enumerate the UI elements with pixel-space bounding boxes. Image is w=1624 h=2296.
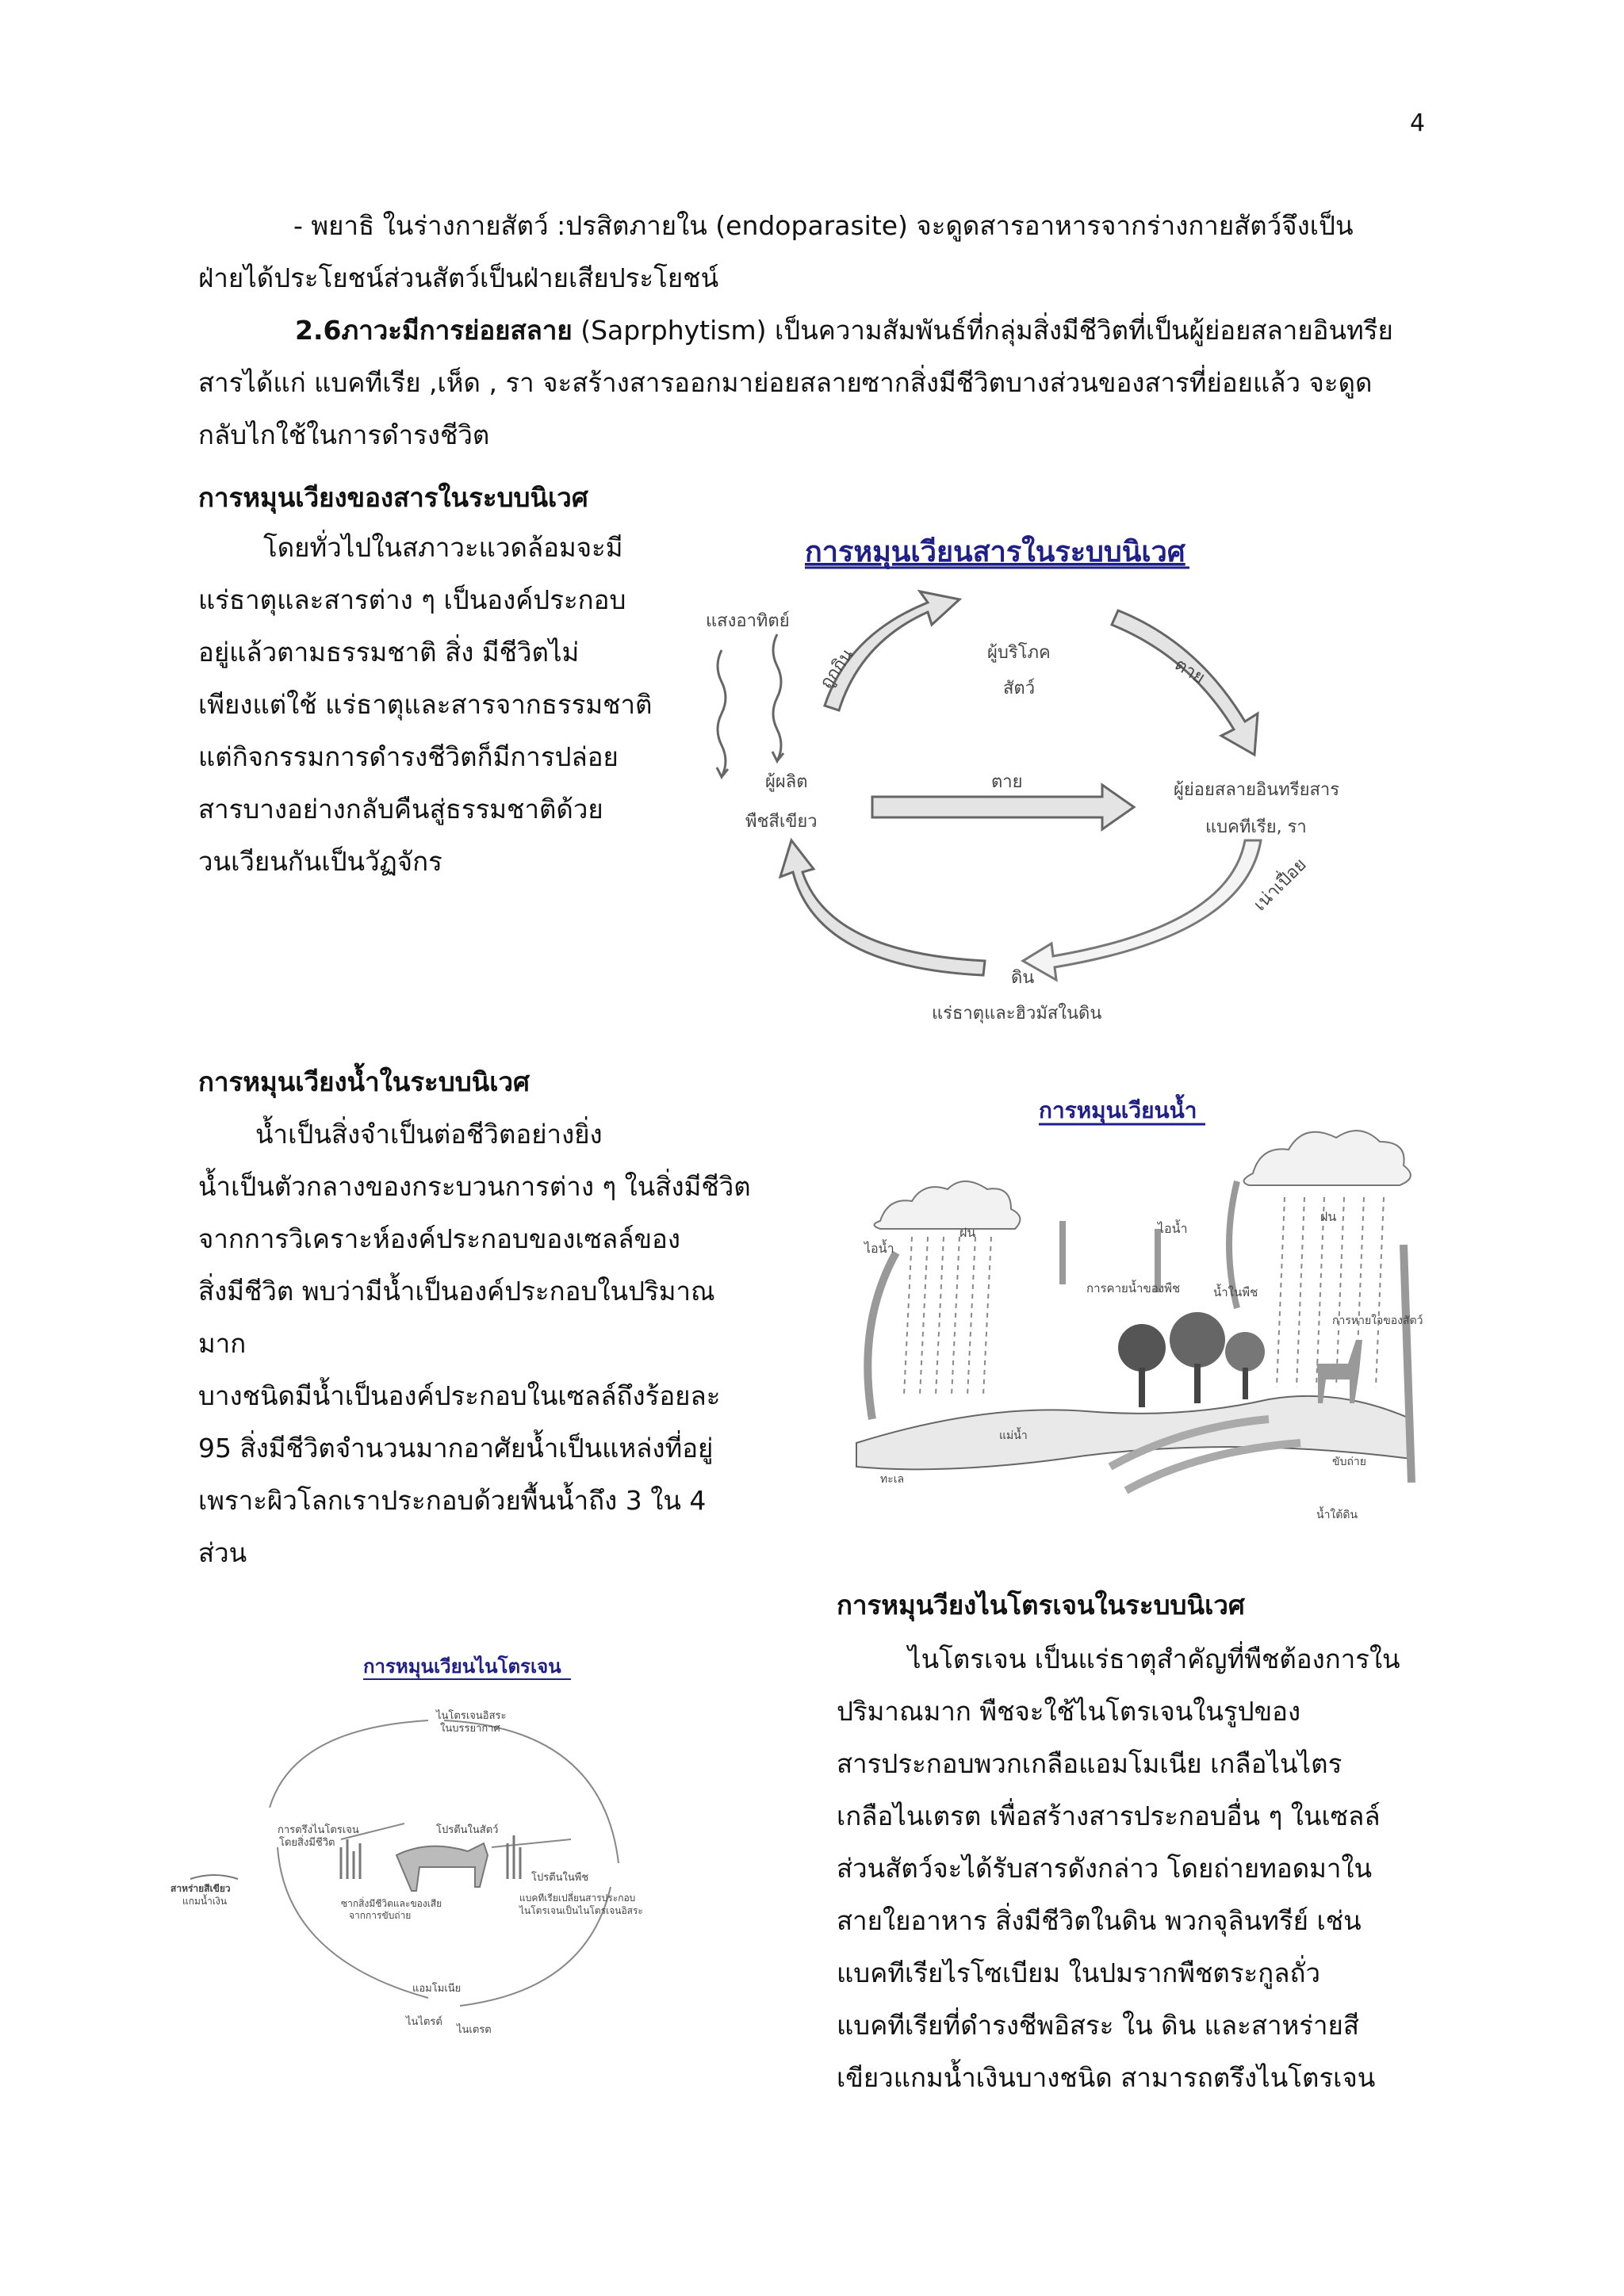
matter-cycle-diagram [690, 523, 1451, 1047]
water-line: สิ่งมีชีวิต พบว่ามีน้ำเป็นองค์ประกอบในปริมาณ [198, 1276, 715, 1307]
algae-label: สาหร่ายสีเขียว [170, 1883, 231, 1894]
waste-label: ซากสิ่งมีชีวิตและของเสีย [341, 1898, 442, 1909]
producer-label: ผู้ผลิต [765, 772, 808, 792]
nitrogen-line: แบคทีเรียไรโซเบียม ในปมรากพืชตระกูลถั่ว [837, 1957, 1320, 1988]
water-line: น้ำเป็นตัวกลางของกระบวนการต่าง ๆ ในสิ่งมีชีวิต [198, 1171, 751, 1202]
sunlight-label: แสงอาทิตย์ [706, 611, 790, 631]
algae-sub-label: แกมน้ำเงิน [182, 1896, 228, 1907]
fixation-label: การตรึงไนโตรเจน [278, 1824, 359, 1836]
rot-arrow-icon [1023, 840, 1261, 980]
deer-icon [1316, 1340, 1362, 1403]
ammonia-label: แอมโมเนีย [412, 1983, 462, 1995]
water-cycle-text [198, 1108, 751, 1579]
sunlight-ray-icon [772, 634, 783, 761]
sunlight-ray-icon [717, 650, 728, 777]
algae-icon [190, 1875, 238, 1879]
decomposition-label: แบคทีเรียเปลี่ยนสารประกอบ [519, 1892, 636, 1904]
cloud-left-icon [875, 1181, 1021, 1229]
tree-icon [1118, 1324, 1166, 1372]
water-line: บางชนิดมีน้ำเป็นองค์ประกอบในเซลล์ถึงร้อยละ [198, 1380, 721, 1411]
nitrogen-figure-title: การหมุนเวียนไนโตรเจน [363, 1655, 561, 1678]
groundwater-label: น้ำใต้ดิน [1316, 1509, 1358, 1521]
water-line: ส่วน [198, 1537, 247, 1568]
consumer-label: ผู้บริโภค [987, 643, 1051, 663]
nitrogen-cycle-diagram [159, 1641, 706, 2053]
runoff-label: แม่น้ำ [999, 1429, 1028, 1442]
matter-line: สารบางอย่างกลับคืนสู่ธรรมชาติด้วย [198, 794, 603, 825]
transpiration-label: การคายน้ำของพืช [1086, 1281, 1181, 1295]
intro-p2-line3: กลับไกใช้ในการดำรงชีวิต [198, 419, 490, 450]
water-in-plant-label: น้ำในพืช [1213, 1285, 1258, 1299]
intro-p1-line1: - พยาธิ ในร่างกายสัตว์ :ปรสิตภายใน (endoparasite) จะดูดสารอาหารจากร่างกายสัตว์จึงเป็น [293, 210, 1354, 241]
nitrogen-line: ไนโตรเจน เป็นแร่ธาตุสำคัญที่พืชต้องการใน [908, 1644, 1400, 1674]
free-nitrogen-sub-label: ในบรรยากาศ [440, 1723, 500, 1735]
saprophytism-term: 2.6ภาวะมีการย่อยสลาย [295, 315, 573, 346]
matter-line: อยู่แล้วตามธรรมชาติ สิ่ง มีชีวิตไม่ [198, 637, 580, 668]
intro-p2-rest: (Saprphytism) เป็นความสัมพันธ์ที่กลุ่มสิ่งมีชีวิตที่เป็นผู้ย่อยสลายอินทรีย [572, 315, 1393, 346]
nitrogen-line: เขียวแกมน้ำเงินบางชนิด สามารถตรึงไนโตรเจน [837, 2062, 1376, 2093]
cow-icon [396, 1843, 488, 1891]
decomposer-label: ผู้ย่อยสลายอินทรียสาร [1174, 780, 1340, 800]
intro-paragraph-1 [198, 200, 1435, 304]
tree-icon [1170, 1312, 1225, 1368]
consumer-sub-label: สัตว์ [1003, 679, 1036, 698]
intro-section [198, 200, 1435, 461]
cycle-arrow-icon [270, 1720, 428, 1808]
decomposition-sub-label: ไนโตรเจนเป็นไนโตรเจนอิสระ [519, 1905, 643, 1916]
soil-arrow-icon [780, 840, 985, 975]
nitrogen-cycle-heading: การหมุนวียงไนโตรเจนในระบบนิเวศ [837, 1590, 1245, 1621]
nitrogen-line: ปริมาณมาก พืชจะใช้ไนโตรเจนในรูปของ [837, 1696, 1301, 1727]
die-top-label: ตาย [1170, 654, 1208, 689]
nitrogen-line: ส่วนสัตว์จะได้รับสารดังกล่าว โดยถ่ายทอดมาใน [837, 1853, 1373, 1884]
nitrogen-line: สายใยอาหาร สิ่งมีชีวิตในดิน พวกจุลินทรีย์ เช่น [837, 1905, 1362, 1936]
rain-left-icon [904, 1237, 991, 1395]
animal-breath-label: การหายใจของสัตว์ [1332, 1314, 1423, 1327]
intro-p1-line2: ฝ่ายได้ประโยชน์ส่วนสัตว์เป็นฝ่ายเสียประโยชน์ [198, 262, 719, 293]
nitrogen-line: สารประกอบพวกเกลือแอมโมเนีย เกลือไนไตร [837, 1748, 1342, 1779]
decomposer-sub-label: แบคทีเรีย, รา [1205, 817, 1307, 837]
nitrite-label: ไนไตรต์ [406, 2016, 442, 2028]
soil-label: ดิน [1011, 968, 1035, 988]
matter-line: วนเวียนกันเป็นวัฏจักร [198, 846, 442, 877]
cycle-arrow-icon [492, 1839, 571, 1847]
soil-sub-label: แร่ธาตุและฮิวมัสในดิน [932, 1004, 1102, 1024]
matter-cycle-text [198, 522, 652, 888]
matter-line: เพียงแต่ใช้ แร่ธาตุและสารจากธรรมชาติ [198, 689, 653, 720]
matter-line: แต่กิจกรรมการดำรงชีวิตก็มีการปล่อย [198, 741, 619, 772]
water-line: มาก [198, 1328, 247, 1359]
rot-label: เน่าเปื่อย [1250, 855, 1311, 916]
nitrogen-cycle-text [837, 1633, 1400, 2104]
matter-line: แร่ธาตุและสารต่าง ๆ เป็นองค์ประกอบ [198, 584, 626, 615]
animal-protein-label: โปรตีนในสัตว์ [436, 1824, 499, 1836]
rain-right-label: ฝน [1320, 1209, 1337, 1224]
intro-p2-line2: สารได้แก่ แบคทีเรีย ,เห็ด , รา จะสร้างสารออกมาย่อยสลายซากสิ่งมีชีวิตบางส่วนของสารที่ย่อยแล้ว จะดูด [198, 367, 1373, 398]
plant-icon [508, 1835, 520, 1879]
water-cycle-heading: การหมุนเวียงน้ำในระบบนิเวศ [198, 1066, 530, 1097]
matter-cycle-heading: การหมุนเวียงของสารในระบบนิเวศ [198, 482, 588, 513]
producer-sub-label: พืชสีเขียว [745, 812, 818, 832]
water-figure-title: การหมุนเวียนน้ำ [1039, 1097, 1197, 1123]
waste-sub-label: จากการขับถ่าย [349, 1910, 412, 1921]
water-line: 95 สิ่งมีชีวิตจำนวนมากอาศัยน้ำเป็นแหล่งที่อยู่ [198, 1433, 714, 1464]
rain-right-icon [1277, 1197, 1384, 1387]
water-line: เพราะผิวโลกเราประกอบด้วยพื้นน้ำถึง 3 ใน 4 [198, 1485, 707, 1516]
cloud-right-icon [1244, 1131, 1411, 1185]
die-mid-label: ตาย [991, 772, 1023, 792]
cycle-arrow-icon [444, 1720, 619, 1863]
eaten-label: ถูกกิน [816, 645, 858, 693]
intro-paragraph-2 [198, 304, 1435, 461]
evaporation-arrow-icon [868, 1253, 896, 1419]
rain-left-label: ฝน [959, 1225, 976, 1240]
nitrate-label: ไนเตรต [457, 2024, 492, 2036]
vapor-left-label: ไอน้ำ [864, 1241, 894, 1256]
excretion-label: ขับถ่าย [1332, 1456, 1366, 1468]
water-cycle-diagram [825, 1086, 1443, 1530]
plant-icon [341, 1839, 360, 1879]
nitrogen-line: แบคทีเรียที่ดำรงชีพอิสระ ใน ดิน และสาหร่ายสี [837, 2010, 1360, 2041]
tree-icon [1225, 1332, 1265, 1372]
water-line: จากการวิเคราะห์องค์ประกอบของเซลล์ของ [198, 1223, 680, 1254]
die-arrow-icon [1112, 610, 1258, 755]
nitrogen-line: เกลือไนเตรต เพื่อสร้างสารประกอบอื่น ๆ ในเซลล์ [837, 1800, 1381, 1831]
plant-protein-label: โปรตีนในพืช [531, 1872, 589, 1884]
free-nitrogen-label: ไนโตรเจนอิสระ [436, 1710, 507, 1722]
page-number: 4 [1410, 109, 1426, 137]
vapor-mid-label: ไอน้ำ [1158, 1221, 1188, 1236]
water-line: น้ำเป็นสิ่งจำเป็นต่อชีวิตอย่างยิ่ง [255, 1119, 603, 1150]
matter-line: โดยทั่วไปในสภาวะแวดล้อมจะมี [263, 532, 623, 563]
fixation-sub-label: โดยสิ่งมีชีวิต [279, 1837, 335, 1849]
sea-label: ทะเล [880, 1473, 905, 1486]
matter-figure-title: การหมุนเวียนสารในระบบนิเวศ [805, 536, 1185, 568]
